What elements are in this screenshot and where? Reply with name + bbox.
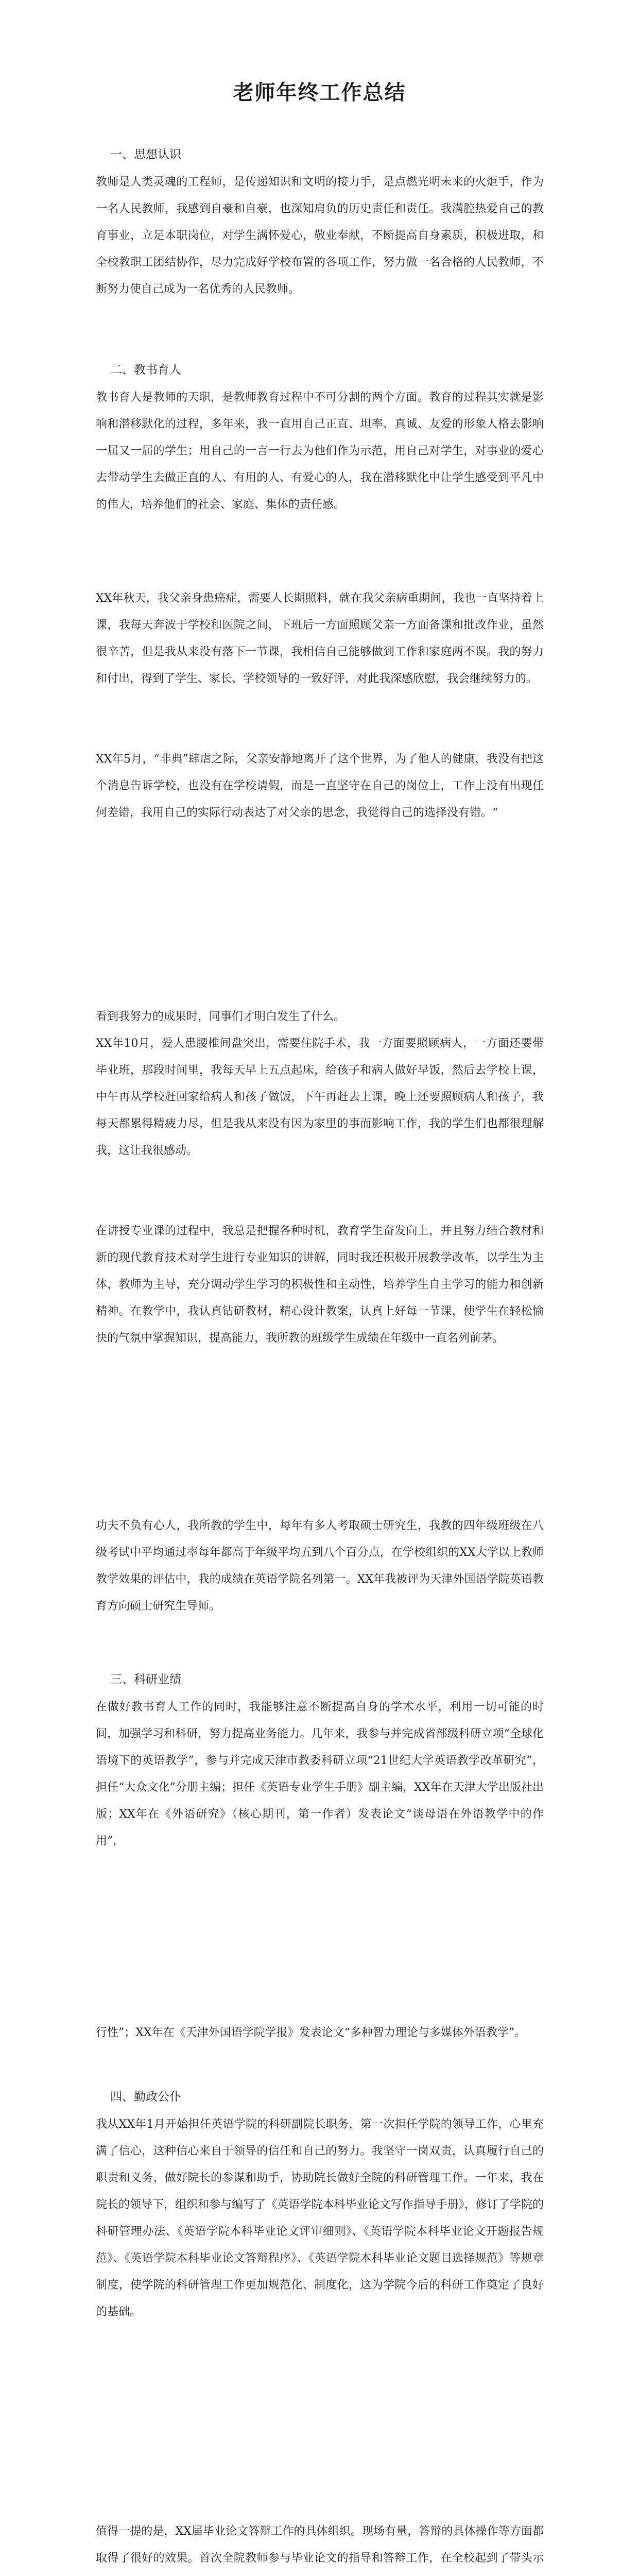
paragraph: 值得一提的是，XX届毕业论文答辩工作的具体组织。现场有量，答辩的具体操作等方面都取得了很好的效果。首次全院教师参与毕业论文的指导和答辩工作，在全校起到了带头示: [96, 2525, 544, 2565]
paragraph: 教书育人是教师的天职，是教师教育过程中不可分割的两个方面。教育的过程其实就是影响和潜移默化的过程，多年来，我一直用自己正直、坦率、真诚、友爱的形象人格去影响一届又一届的学生；用自己的一言一行去为他们作为示范，用自己对学生，对事业的爱心去带动学生去做正直的人、有用的人、有爱心的人，我在潜移默化中让学生感受到平凡中的伟大，培养他们的社会、家庭、集体的责任感。: [96, 391, 544, 511]
section-heading: 二、教书育人: [110, 363, 181, 377]
section-teaching-body-7: [96, 1513, 544, 1620]
paragraph: 在讲授专业课的过程中，我总是把握各种时机，教育学生奋发向上，并且努力结合教材和新的现代教育技术对学生进行专业知识的讲解，同时我还积极开展教学改革，以学生为主体，教师为主导，充分调动学生学习的积极性和主动性，培养学生自主学习的能力和创新精神。在教学中，我认真钻研教材，精心设计教案，认真上好每一节课，使学生在轻松愉快的气氛中掌握知识，提高能力，我所教的班级学生成绩在年级中一直名列前茅。: [96, 1225, 544, 1345]
paragraph: 行性”；XX年在《天津外国语学院学报》发表论文“多种智力理论与多媒体外语教学”。: [96, 2026, 526, 2039]
section-service-body-2: [96, 2518, 544, 2576]
section-heading: 四、勤政公仆: [110, 2090, 181, 2104]
paragraph: 教师是人类灵魂的工程师，是传递知识和文明的接力手，是点燃光明未来的火炬手，作为一名人民教师，我感到自豪和自豪，也深知肩负的历史责任和责任。我满腔热爱自己的教育事业，立足本职岗位，对学生满怀爱心，敬业奉献，不断提高自身素质，积极进取，和全校教职工团结协作，尽力完成好学校布置的各项工作，努力做一名合格的人民教师，不断努力使自己成为一名优秀的人民教师。: [96, 176, 544, 296]
paragraph: 在做好教书育人工作的同时，我能够注意不断提高自身的学术水平，利用一切可能的时间，加强学习和科研，努力提高业务能力。几年来，我参与并完成省部级科研立项“全球化语境下的英语教学”，参与并完成天津市教委科研立项“21世纪大学英语教学改革研究”，担任“大众文化”分册主编；担任《英语专业学生手册》副主编，XX年在天津大学出版社出版；XX年在《外语研究》（核心期刊，第一作者）发表论文“谈母语在外语教学中的作用”，: [96, 1701, 544, 1848]
section-heading: 三、科研业绩: [110, 1673, 181, 1686]
section-heading: 一、思想认识: [110, 148, 181, 161]
section-thinking-body: [96, 169, 544, 303]
paragraph: 看到我努力的成果时，同事们才明白发生了什么。: [96, 1010, 346, 1023]
paragraph: XX年10月，爱人患腰椎间盘突出，需要住院手术，我一方面要照顾病人，一方面还要带毕业班，那段时间里，我每天早上五点起床，给孩子和病人做好早饭，然后去学校上课，中午再从学校赶回家给病人和孩子做饭，下午再赶去上课，晚上还要照顾病人和孩子，我每天都累得精疲力尽，但是我从来没有因为家里的事而影响工作，我的学生们也都很理解我，这让我很感动。: [96, 1037, 544, 1157]
section-thinking: [96, 144, 544, 165]
section-service: [96, 2087, 544, 2107]
document-title: 老师年终工作总结: [233, 80, 406, 105]
section-research-body-2: [96, 2020, 544, 2046]
section-research-body-1: [96, 1694, 544, 1855]
section-teaching-body-2: [96, 585, 544, 692]
section-teaching-body-3: [96, 746, 544, 826]
paragraph: 功夫不负有心人，我所教的学生中，每年有多人考取硕士研究生，我教的四年级班级在八级考试中平均通过率每年都高于年级平均五到八个百分点，在学校组织的XX大学以上教师教学效果的评估中，我的成绩在英语学院名列第一。XX年我被评为天津外国语学院英语教育方向硕士研究生导师。: [96, 1519, 544, 1613]
section-service-body-1: [96, 2111, 544, 2326]
paragraph: XX年秋天，我父亲身患癌症，需要人长期照料，就在我父亲病重期间，我也一直坚持着上课，我每天奔波于学校和医院之间，下班后一方面照顾父亲一方面备课和批改作业，虽然很辛苦，但是我从来没有落下一节课，我相信自己能够做到工作和家庭两不误。我的努力和付出，得到了学生、家长、学校领导的一致好评，对此我深感欣慰，我会继续努力的。: [96, 592, 544, 685]
section-teaching-body-4: [96, 1004, 544, 1030]
section-teaching-body-5: [96, 1030, 544, 1164]
paragraph: XX年5月，“非典”肆虐之际，父亲安静地离开了这个世界，为了他人的健康，我没有把这个消息告诉学校，也没有在学校请假，而是一直坚守在自己的岗位上，工作上没有出现任何差错，我用自己的实际行动表达了对父亲的思念，我觉得自己的选择没有错。“: [96, 753, 544, 819]
section-research: [96, 1669, 544, 1690]
section-teaching-body-1: [96, 384, 544, 518]
paragraph: 我从XX年1月开始担任英语学院的科研副院长职务，第一次担任学院的领导工作，心里充满了信心，这种信心来自于领导的信任和自己的努力。我坚守一岗双责，认真履行自己的职责和义务，做好院长的参谋和助手，协助院长做好全院的科研管理工作。一年来，我在院长的领导下，组织和参与编写了《英语学院本科毕业论文写作指导手册》，修订了学院的科研管理办法、《英语学院本科毕业论文评审细则》、《英语学院本科毕业论文开题报告规范》、《英语学院本科毕业论文答辩程序》、《英语学院本科毕业论文题目选择规范》等规章制度，使学院的科研管理工作更加规范化、制度化，这为学院今后的科研工作奠定了良好的基础。: [96, 2118, 544, 2318]
section-teaching: [96, 360, 544, 380]
section-teaching-body-6: [96, 1218, 544, 1352]
